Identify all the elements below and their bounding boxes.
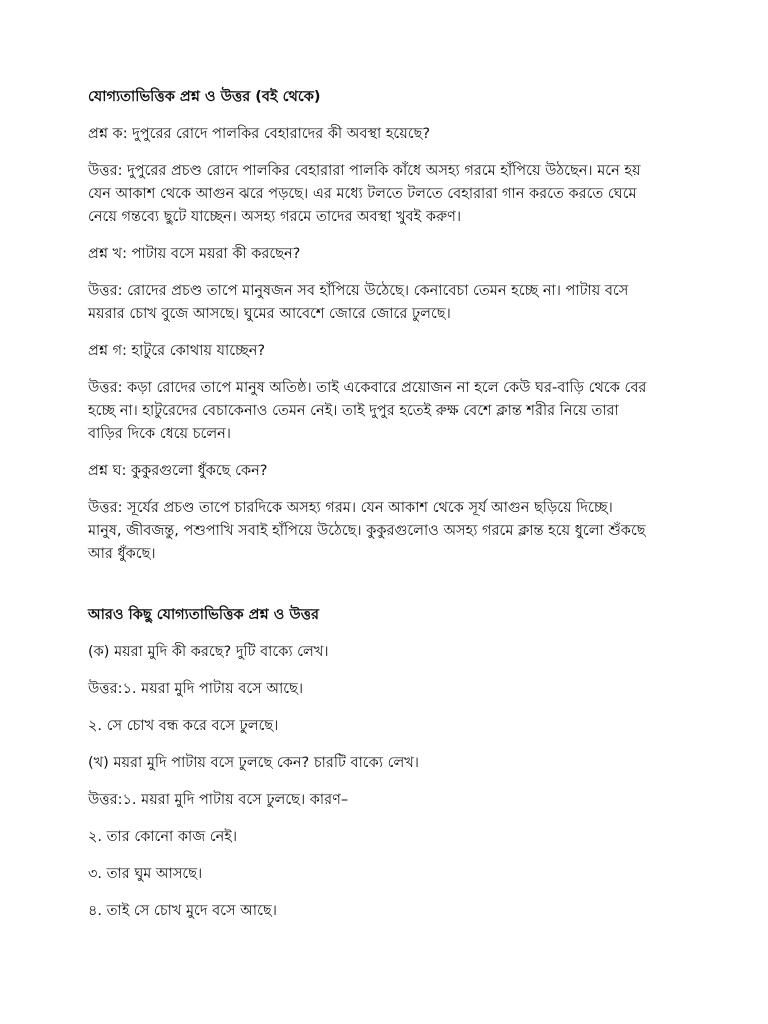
qa-block-2 <box>88 243 688 326</box>
answer-line: উত্তর: দুপুরের প্রচণ্ড রোদে পালকির বেহারারা পালকি কাঁধে অসহ্য গরমে হাঁপিয়ে উঠছেন। মনে হয় <box>88 163 641 179</box>
list-item: ২. তার কোনো কাজ নেই। <box>88 829 238 845</box>
answer-line: আর ধুঁকছে। <box>88 546 156 562</box>
answer-line: হচ্ছে না। হাটুরেদের বেচাকেনাও তেমন নেই। তাই দুপুর হতেই রুক্ষ বেশে ক্লান্ত শরীর নিয়ে তারা <box>88 403 619 419</box>
list-item: (খ) ময়রা মুদি পাটায় বসে ঢুলছে কেন? চারটি বাক্যে লেখ। <box>88 755 419 771</box>
list-item: (ক) ময়রা মুদি কী করছে? দুটি বাক্যে লেখ। <box>88 644 329 660</box>
list-item: ৩. তার ঘুম আসছে। <box>88 866 203 882</box>
list-item: উত্তর:১. ময়রা মুদি পাটায় বসে আছে। <box>88 681 304 697</box>
question-ga: প্রশ্ন গ: হাটুরে কোথায় যাচ্ছেন? <box>88 343 266 359</box>
answer-gha <box>88 497 688 566</box>
question-gha: প্রশ্ন ঘ: কুকুরগুলো ধুঁকছে কেন? <box>88 463 268 479</box>
answer-kha <box>88 280 688 326</box>
answer-line: নেয়ে গন্তব্যে ছুটে যাচ্ছেন। অসহ্য গরমে তাদের অবস্থা খুবই করুণ। <box>88 209 462 225</box>
section-2-title: আরও কিছু যোগ্যতাভিত্তিক প্রশ্ন ও উত্তর <box>88 607 319 623</box>
answer-line: উত্তর: কড়া রোদের তাপে মানুষ অতিষ্ঠ। তাই একেবারে প্রয়োজন না হলে কেউ ঘর-বাড়ি থেকে বের <box>88 380 647 396</box>
list-item: ২. সে চোখ বন্ধ করে বসে ঢুলছে। <box>88 718 279 734</box>
answer-line: ময়রার চোখ বুজে আসছে। ঘুমের আবেশে জোরে জোরে ঢুলছে। <box>88 306 451 322</box>
answer-ga <box>88 377 688 446</box>
qa-block-1 <box>88 123 688 229</box>
document-page <box>88 86 688 923</box>
answer-line: মানুষ, জীবজন্তু, পশুপাখি সবাই হাঁপিয়ে উঠেছে। কুকুরগুলোও অসহ্য গরমে ক্লান্ত হয়ে ধুলো শুঁকছে <box>88 523 646 539</box>
section-1-title: যোগ্যতাভিত্তিক প্রশ্ন ও উত্তর (বই থেকে) <box>88 89 321 105</box>
qa-block-4 <box>88 460 688 566</box>
answer-line: যেন আকাশ থেকে আগুন ঝরে পড়ছে। এর মধ্যে টলতে টলতে বেহারারা গান করতে করতে ঘেমে <box>88 186 637 202</box>
answer-line: উত্তর: সূর্যের প্রচণ্ড তাপে চারদিকে অসহ্য গরম। যেন আকাশ থেকে সূর্য আগুন ছড়িয়ে দিচ্ছে। <box>88 500 613 516</box>
question-kha: প্রশ্ন খ: পাটায় বসে ময়রা কী করছেন? <box>88 246 301 262</box>
answer-line: উত্তর: রোদের প্রচণ্ড তাপে মানুষজন সব হাঁপিয়ে উঠেছে। কেনাবেচা তেমন হচ্ছে না। পাটায় বসে <box>88 283 629 299</box>
answer-line: বাড়ির দিকে ধেয়ে চলেন। <box>88 426 231 442</box>
qa-block-3 <box>88 340 688 446</box>
question-ka: প্রশ্ন ক: দুপুরের রোদে পালকির বেহারাদের কী অবস্থা হয়েছে? <box>88 126 431 142</box>
answer-ka <box>88 160 688 229</box>
list-item: ৪. তাই সে চোখ মুদে বসে আছে। <box>88 903 277 919</box>
list-item: উত্তর:১. ময়রা মুদি পাটায় বসে ঢুলছে। কারণ– <box>88 792 349 808</box>
